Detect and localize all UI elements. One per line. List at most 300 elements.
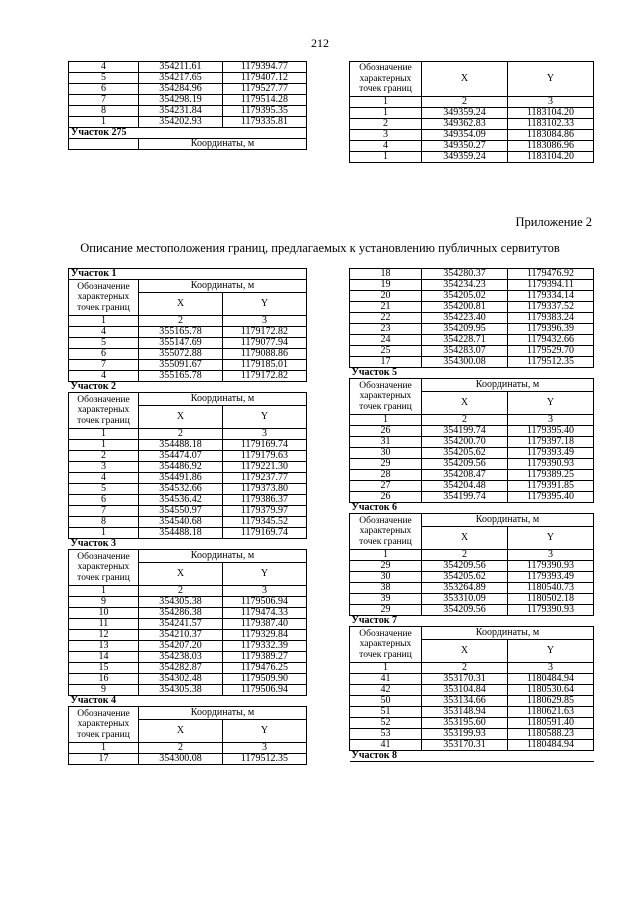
point-number-cell: 26 [350,426,422,437]
table-row [350,740,594,751]
header-col-2: 2 [422,97,508,108]
x-coordinate-cell: 354532.66 [139,484,223,495]
header-y: Y [508,392,594,415]
top-right-table [349,61,594,163]
point-number-cell: 52 [350,718,422,729]
header-y: Y [508,640,594,663]
header-col-1: 1 [350,97,422,108]
section-row [69,382,307,393]
header-row [350,379,594,392]
point-number-cell: 24 [350,335,422,346]
table-row [350,583,594,594]
point-number-cell: 4 [69,327,139,338]
x-coordinate-cell: 354488.18 [139,440,223,451]
x-coordinate-cell: 354217.65 [139,73,223,84]
y-coordinate-cell: 1183102.33 [508,119,594,130]
table-row [69,338,307,349]
table-row [69,517,307,528]
y-coordinate-cell: 1179393.49 [508,572,594,583]
x-coordinate-cell: 354205.02 [422,291,508,302]
x-coordinate-cell: 354238.03 [139,652,223,663]
section-row [350,368,594,379]
header-row [69,550,307,563]
header-col-2: 2 [139,743,223,754]
header-col-3: 3 [508,97,594,108]
y-coordinate-cell: 1179237.77 [223,473,307,484]
point-number-cell: 5 [69,338,139,349]
header-x: X [139,406,223,429]
y-coordinate-cell: 1179393.49 [508,448,594,459]
y-coordinate-cell: 1180484.94 [508,674,594,685]
point-number-cell: 1 [350,108,422,119]
y-coordinate-cell: 1179334.14 [508,291,594,302]
x-coordinate-cell: 353148.94 [422,707,508,718]
y-coordinate-cell: 1180530.64 [508,685,594,696]
table-row [350,459,594,470]
x-coordinate-cell: 354540.68 [139,517,223,528]
table-row [69,462,307,473]
y-coordinate-cell: 1179387.40 [223,619,307,630]
section-row [69,696,307,707]
table-row [350,335,594,346]
x-coordinate-cell: 354536.42 [139,495,223,506]
x-coordinate-cell: 354305.38 [139,597,223,608]
table-row [69,106,307,117]
x-coordinate-cell: 354234.23 [422,280,508,291]
top-left-table [68,61,307,150]
point-number-cell: 7 [69,360,139,371]
point-number-cell: 29 [350,561,422,572]
header-y: Y [223,720,307,743]
y-coordinate-cell: 1179432.66 [508,335,594,346]
y-coordinate-cell: 1180629.85 [508,696,594,707]
table-row [69,73,307,84]
table-row [350,269,594,280]
y-coordinate-cell: 1179373.80 [223,484,307,495]
section-title: Участок 4 [69,696,307,707]
table-row [350,119,594,130]
point-number-cell: 39 [350,594,422,605]
y-coordinate-cell: 1183086.96 [508,141,594,152]
point-number-cell: 14 [69,652,139,663]
header-x: X [422,62,508,97]
point-number-cell: 41 [350,674,422,685]
table-row [69,84,307,95]
point-number-cell: 1 [69,117,139,128]
header-col-1: 1 [69,586,139,597]
x-coordinate-cell: 355165.78 [139,327,223,338]
table-row [350,291,594,302]
section-title: Участок 6 [350,503,594,514]
table-row [350,718,594,729]
header-designation: Обозначение характерных точек границ [350,514,422,550]
table-row [350,108,594,119]
table-row [350,437,594,448]
x-coordinate-cell: 354282.87 [139,663,223,674]
point-number-cell: 4 [350,141,422,152]
x-coordinate-cell: 355147.69 [139,338,223,349]
y-coordinate-cell: 1180588.23 [508,729,594,740]
table-row [69,506,307,517]
point-number-cell: 53 [350,729,422,740]
table-row [350,481,594,492]
y-coordinate-cell: 1179332.39 [223,641,307,652]
y-coordinate-cell: 1183084.86 [508,130,594,141]
header-number-row [350,663,594,674]
x-coordinate-cell: 354209.56 [422,605,508,616]
y-coordinate-cell: 1179527.77 [223,84,307,95]
page-number: 212 [311,36,329,50]
table-row [69,349,307,360]
header-coordinates: Координаты, м [139,550,307,563]
x-coordinate-cell: 354474.07 [139,451,223,462]
point-number-cell: 30 [350,572,422,583]
y-coordinate-cell: 1179529.70 [508,346,594,357]
x-coordinate-cell: 354286.38 [139,608,223,619]
y-coordinate-cell: 1179397.18 [508,437,594,448]
header-x: X [139,293,223,316]
point-number-cell: 9 [69,597,139,608]
y-coordinate-cell: 1180591.40 [508,718,594,729]
point-number-cell: 16 [69,674,139,685]
table-row [350,594,594,605]
x-coordinate-cell: 354210.37 [139,630,223,641]
point-number-cell: 5 [69,73,139,84]
point-number-cell: 12 [69,630,139,641]
x-coordinate-cell: 354488.18 [139,528,223,539]
point-number-cell: 38 [350,583,422,594]
header-col-1: 1 [350,550,422,561]
x-coordinate-cell: 354486.92 [139,462,223,473]
table-row [350,674,594,685]
table-row [350,572,594,583]
point-number-cell: 20 [350,291,422,302]
y-coordinate-cell: 1179395.40 [508,426,594,437]
point-number-cell: 4 [69,371,139,382]
table-row [69,608,307,619]
x-coordinate-cell: 354491.86 [139,473,223,484]
section-title: Участок 3 [69,539,307,550]
header-number-row [350,550,594,561]
y-coordinate-cell: 1179514.28 [223,95,307,106]
header-designation: Обозначение характерных точек границ [69,707,139,743]
y-coordinate-cell: 1180621.63 [508,707,594,718]
y-coordinate-cell: 1179221.30 [223,462,307,473]
header-y: Y [223,406,307,429]
point-number-cell: 22 [350,313,422,324]
point-number-cell: 13 [69,641,139,652]
table-row [350,152,594,163]
section-row [69,269,307,280]
table-row [69,641,307,652]
y-coordinate-cell: 1179329.84 [223,630,307,641]
header-col-3: 3 [223,743,307,754]
point-number-cell: 8 [69,106,139,117]
header-row [69,707,307,720]
header-col-1: 1 [69,429,139,440]
y-coordinate-cell: 1180484.94 [508,740,594,751]
header-coordinates: Координаты, м [139,707,307,720]
point-number-cell: 27 [350,481,422,492]
x-coordinate-cell: 354300.08 [422,357,508,368]
header-col-3: 3 [223,316,307,327]
header-x: X [422,640,508,663]
y-coordinate-cell: 1179335.81 [223,117,307,128]
header-coordinates: Координаты, м [139,139,307,150]
header-y: Y [223,293,307,316]
point-number-cell: 1 [69,440,139,451]
point-number-cell: 9 [69,685,139,696]
header-y: Y [508,527,594,550]
point-number-cell: 28 [350,470,422,481]
header-col-2: 2 [422,663,508,674]
header-coordinates: Координаты, м [422,379,594,392]
point-number-cell: 25 [350,346,422,357]
y-coordinate-cell: 1179169.74 [223,440,307,451]
point-number-cell: 17 [350,357,422,368]
x-coordinate-cell: 353264.89 [422,583,508,594]
header-row [69,280,307,293]
servitude-table-left [68,268,307,765]
table-row [69,473,307,484]
table-row [69,685,307,696]
header-col-1: 1 [69,743,139,754]
header-col-2: 2 [139,429,223,440]
table-row [69,652,307,663]
section-title: Участок 7 [350,616,594,627]
point-number-cell: 29 [350,459,422,470]
header-designation: Обозначение характерных точек границ [69,393,139,429]
point-number-cell: 6 [69,84,139,95]
x-coordinate-cell: 354302.48 [139,674,223,685]
table-row [350,685,594,696]
x-coordinate-cell: 354209.56 [422,561,508,572]
x-coordinate-cell: 354298.19 [139,95,223,106]
x-coordinate-cell: 349362.83 [422,119,508,130]
header-designation: Обозначение характерных точек границ [350,379,422,415]
header-col-3: 3 [223,586,307,597]
x-coordinate-cell: 354284.96 [139,84,223,95]
y-coordinate-cell: 1179088.86 [223,349,307,360]
point-number-cell: 1 [350,152,422,163]
y-coordinate-cell: 1183104.20 [508,108,594,119]
x-coordinate-cell: 354199.74 [422,492,508,503]
x-coordinate-cell: 354199.74 [422,426,508,437]
table-row [350,141,594,152]
x-coordinate-cell: 353134.66 [422,696,508,707]
y-coordinate-cell: 1179383.24 [508,313,594,324]
header-designation: Обозначение характерных точек границ [69,550,139,586]
y-coordinate-cell: 1179394.11 [508,280,594,291]
table-row [69,674,307,685]
point-number-cell: 11 [69,619,139,630]
x-coordinate-cell: 349354.09 [422,130,508,141]
section-title: Участок 1 [69,269,307,280]
table-row [69,95,307,106]
point-number-cell: 5 [69,484,139,495]
x-coordinate-cell: 354211.61 [139,62,223,73]
y-coordinate-cell: 1179395.40 [508,492,594,503]
y-coordinate-cell: 1179506.94 [223,597,307,608]
point-number-cell: 6 [69,495,139,506]
header-col-1: 1 [350,663,422,674]
x-coordinate-cell: 354205.62 [422,448,508,459]
header-col-3: 3 [508,550,594,561]
header-row [350,514,594,527]
table-row [350,426,594,437]
table-row [350,130,594,141]
point-number-cell: 6 [69,349,139,360]
header-coordinates: Координаты, м [422,627,594,640]
x-coordinate-cell: 353199.93 [422,729,508,740]
header-col-3: 3 [223,429,307,440]
table-row [69,630,307,641]
header-number-row [69,743,307,754]
header-col-2: 2 [139,316,223,327]
header-col-1: 1 [69,316,139,327]
point-number-cell: 29 [350,605,422,616]
point-number-cell: 3 [69,462,139,473]
header-col-1: 1 [350,415,422,426]
x-coordinate-cell: 354280.37 [422,269,508,280]
x-coordinate-cell: 354550.97 [139,506,223,517]
point-number-cell: 42 [350,685,422,696]
point-number-cell: 3 [350,130,422,141]
point-number-cell: 17 [69,754,139,765]
point-number-cell: 31 [350,437,422,448]
x-coordinate-cell: 353104.84 [422,685,508,696]
section-title: Участок 2 [69,382,307,393]
header-number-row [350,415,594,426]
table-row [350,302,594,313]
point-number-cell: 15 [69,663,139,674]
point-number-cell: 26 [350,492,422,503]
x-coordinate-cell: 354223.40 [422,313,508,324]
header-designation-partial [69,139,139,150]
table-row [350,324,594,335]
y-coordinate-cell: 1179172.82 [223,327,307,338]
header-number-row [350,97,594,108]
y-coordinate-cell: 1179337.52 [508,302,594,313]
section-row [350,751,594,762]
point-number-cell: 30 [350,448,422,459]
y-coordinate-cell: 1180502.18 [508,594,594,605]
header-col-3: 3 [508,663,594,674]
y-coordinate-cell: 1179512.35 [508,357,594,368]
point-number-cell: 18 [350,269,422,280]
point-number-cell: 2 [350,119,422,130]
servitude-table-right [349,268,594,762]
y-coordinate-cell: 1179390.93 [508,561,594,572]
table-row [69,619,307,630]
table-row [350,561,594,572]
y-coordinate-cell: 1179345.52 [223,517,307,528]
y-coordinate-cell: 1179396.39 [508,324,594,335]
header-coordinates: Координаты, м [139,280,307,293]
y-coordinate-cell: 1179389.25 [508,470,594,481]
section-row [350,616,594,627]
y-coordinate-cell: 1179476.92 [508,269,594,280]
header-coordinates: Координаты, м [422,514,594,527]
header-row [350,62,594,97]
y-coordinate-cell: 1179169.74 [223,528,307,539]
y-coordinate-cell: 1179172.82 [223,371,307,382]
x-coordinate-cell: 354205.62 [422,572,508,583]
table-row [350,729,594,740]
table-row [69,327,307,338]
point-number-cell: 7 [69,506,139,517]
table-row [350,313,594,324]
table-row [350,605,594,616]
header-number-row [69,316,307,327]
header-designation: Обозначение характерных точек границ [350,62,422,97]
section-row [69,539,307,550]
x-coordinate-cell: 354228.71 [422,335,508,346]
x-coordinate-cell: 355072.88 [139,349,223,360]
x-coordinate-cell: 354204.48 [422,481,508,492]
x-coordinate-cell: 354231.84 [139,106,223,117]
y-coordinate-cell: 1179390.93 [508,459,594,470]
section-title: Участок 275 [69,128,307,139]
y-coordinate-cell: 1179509.90 [223,674,307,685]
section-row [350,503,594,514]
y-coordinate-cell: 1179077.94 [223,338,307,349]
y-coordinate-cell: 1179474.33 [223,608,307,619]
y-coordinate-cell: 1179390.93 [508,605,594,616]
header-col-2: 2 [422,415,508,426]
y-coordinate-cell: 1179179.63 [223,451,307,462]
section-row [69,128,307,139]
header-x: X [139,563,223,586]
section-title: Участок 5 [350,368,594,379]
section-title: Участок 8 [350,751,594,762]
point-number-cell: 8 [69,517,139,528]
x-coordinate-cell: 354208.47 [422,470,508,481]
table-row [350,346,594,357]
point-number-cell: 21 [350,302,422,313]
header-row [350,627,594,640]
y-coordinate-cell: 1179185.01 [223,360,307,371]
table-row [350,280,594,291]
point-number-cell: 1 [69,528,139,539]
appendix-title: Приложение 2 [515,215,592,229]
table-row [69,371,307,382]
point-number-cell: 7 [69,95,139,106]
document-heading: Описание местоположения границ, предлагаемых к установлению публичных сервитутов [80,241,560,255]
table-row [69,440,307,451]
header-x: X [422,527,508,550]
y-coordinate-cell: 1179407.12 [223,73,307,84]
x-coordinate-cell: 353170.31 [422,674,508,685]
header-number-row [69,586,307,597]
table-row [69,495,307,506]
y-coordinate-cell: 1179395.35 [223,106,307,117]
table-row [69,62,307,73]
x-coordinate-cell: 354200.81 [422,302,508,313]
y-coordinate-cell: 1183104.20 [508,152,594,163]
header-col-2: 2 [422,550,508,561]
point-number-cell: 4 [69,473,139,484]
table-row [69,360,307,371]
table-row [69,451,307,462]
table-row [350,492,594,503]
x-coordinate-cell: 354209.95 [422,324,508,335]
x-coordinate-cell: 354300.08 [139,754,223,765]
point-number-cell: 50 [350,696,422,707]
x-coordinate-cell: 354241.57 [139,619,223,630]
x-coordinate-cell: 354283.07 [422,346,508,357]
table-row [350,470,594,481]
